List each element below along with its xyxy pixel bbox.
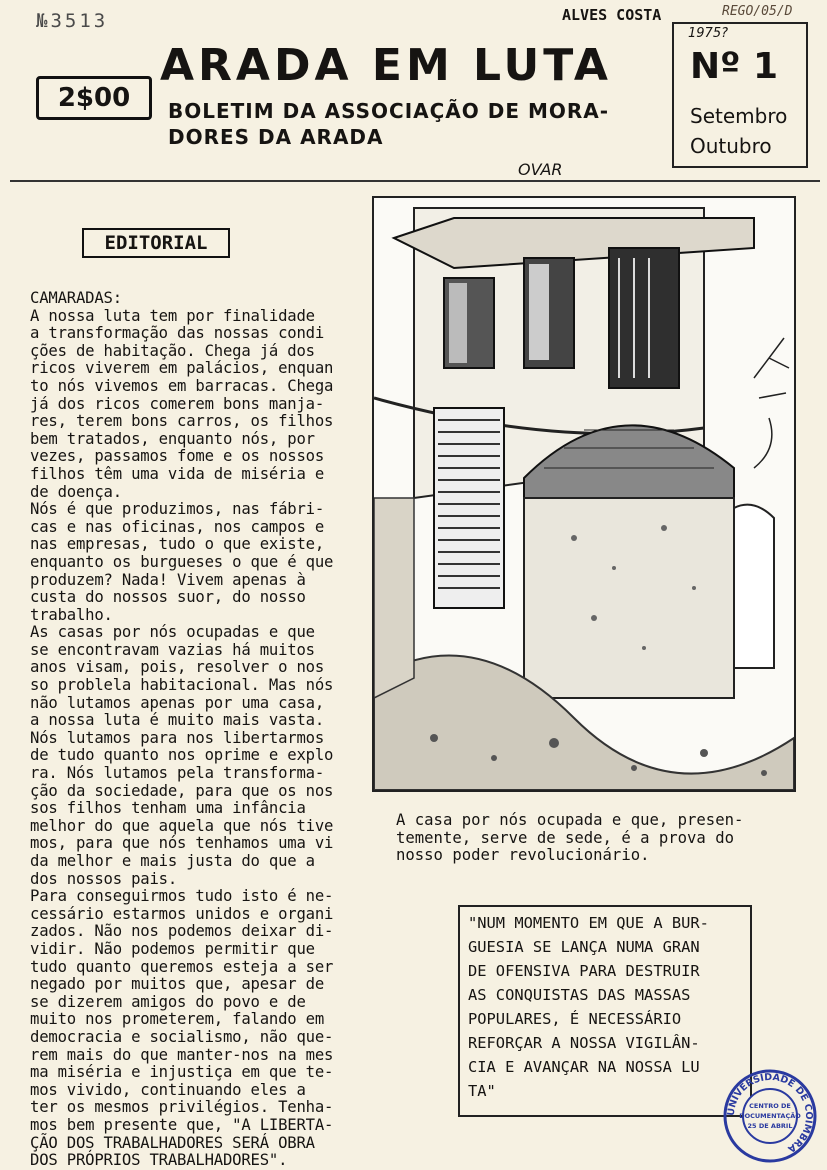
issue-year-note: 1975? bbox=[688, 26, 728, 41]
masthead-title: ARADA EM LUTA bbox=[160, 40, 612, 91]
register-annotation: REGO/05/D bbox=[722, 4, 793, 19]
seal-line-3: 25 DE ABRIL bbox=[747, 1122, 793, 1130]
seal-line-2: DOCUMENTAÇÃO bbox=[739, 1112, 801, 1120]
quote-box: "NUM MOMENTO EM QUE A BUR- GUESIA SE LANÇA NUMA GRAN DE OFENSIVA PARA DESTRUIR AS CONQUISTAS DAS MASSAS POPULARES, É NECESSÁRIO REFORÇAR A NOSSA VIGILÂN- CIA E AVANÇAR NA NOSSA LU TA" bbox=[458, 905, 752, 1117]
issue-month-1: Setembro bbox=[690, 104, 788, 128]
archive-seal bbox=[722, 1068, 818, 1164]
editorial-article: CAMARADAS: A nossa luta tem por finalidade a transformação das nossas condi ções de habitação. Chega já dos ricos viverem em palácios, enquan to nós vivemos em barracas. Chega já dos ricos comerem bons manja- res, terem bons carros, os filhos bem tratados, enquanto nós, por vezes, passamos fome e os nossos filhos têm uma vida de miséria e de doença. Nós é que produzimos, nas fábri- cas e nas oficinas, nos campos e nas empresas, tudo o que existe, enquanto os burgueses o que é que produzem? Nada! Vivem apenas à custa do nossos suor, do nosso trabalho. As casas por nós ocupadas e que se encontravam vazias há muitos anos visam, pois, resolver o nos so problela habitacional. Mas nós não lutamos apenas por uma casa, a nossa luta é muito mais vasta. Nós lutamos para nos libertarmos de tudo quanto nos oprime e explo ra. Nós lutamos pela transforma- ção da sociedade, para que os nos sos filhos tenham uma infância melhor do que aquela que nós tive mos, para que nós tenhamos uma vi da melhor e mais justa do que a dos nossos pais. Para conseguirmos tudo isto é ne- cessário estarmos unidos e organi zados. Não nos podemos deixar di- vidir. Não podemos permitir que tudo quanto queremos esteja a ser negado por muitos que, apesar de se dizerem amigos do povo e de muito nos prometerem, falando em democracia e socialismo, não que- rem mais do que manter-nos na mes ma miséria e injustiça em que te- mos vivido, continuando eles a ter os mesmos privilégios. Tenha- mos bem presente que, "A LIBERTA- ÇÃO DOS TRABALHADORES SERÁ OBRA DOS PRÓPRIOS TRABALHADORES". bbox=[30, 289, 334, 1170]
seal-outer-text: UNIVERSIDADE DE COIMBRA bbox=[725, 1071, 815, 1155]
masthead-subtitle: BOLETIM DA ASSOCIAÇÃO DE MORA- DORES DA ARADA bbox=[168, 99, 610, 149]
photo-caption: A casa por nós ocupada e que, presen- temente, serve de sede, é a prova do nosso poder revolucionário. bbox=[396, 811, 744, 865]
issue-box bbox=[672, 22, 808, 168]
seal-line-1: CENTRO DE bbox=[749, 1102, 791, 1110]
location-note: OVAR bbox=[518, 160, 563, 179]
issue-number: Nº 1 bbox=[690, 46, 779, 87]
house-photo-illustration bbox=[374, 198, 794, 790]
archive-number: №3513 bbox=[36, 10, 109, 32]
author-annotation: ALVES COSTA bbox=[562, 6, 662, 24]
issue-month-2: Outubro bbox=[690, 134, 772, 158]
header-divider bbox=[10, 180, 820, 182]
seal-graphic bbox=[722, 1068, 818, 1164]
occupied-house-photo bbox=[372, 196, 796, 792]
editorial-label: EDITORIAL bbox=[82, 228, 230, 258]
price-box: 2$00 bbox=[36, 76, 152, 120]
